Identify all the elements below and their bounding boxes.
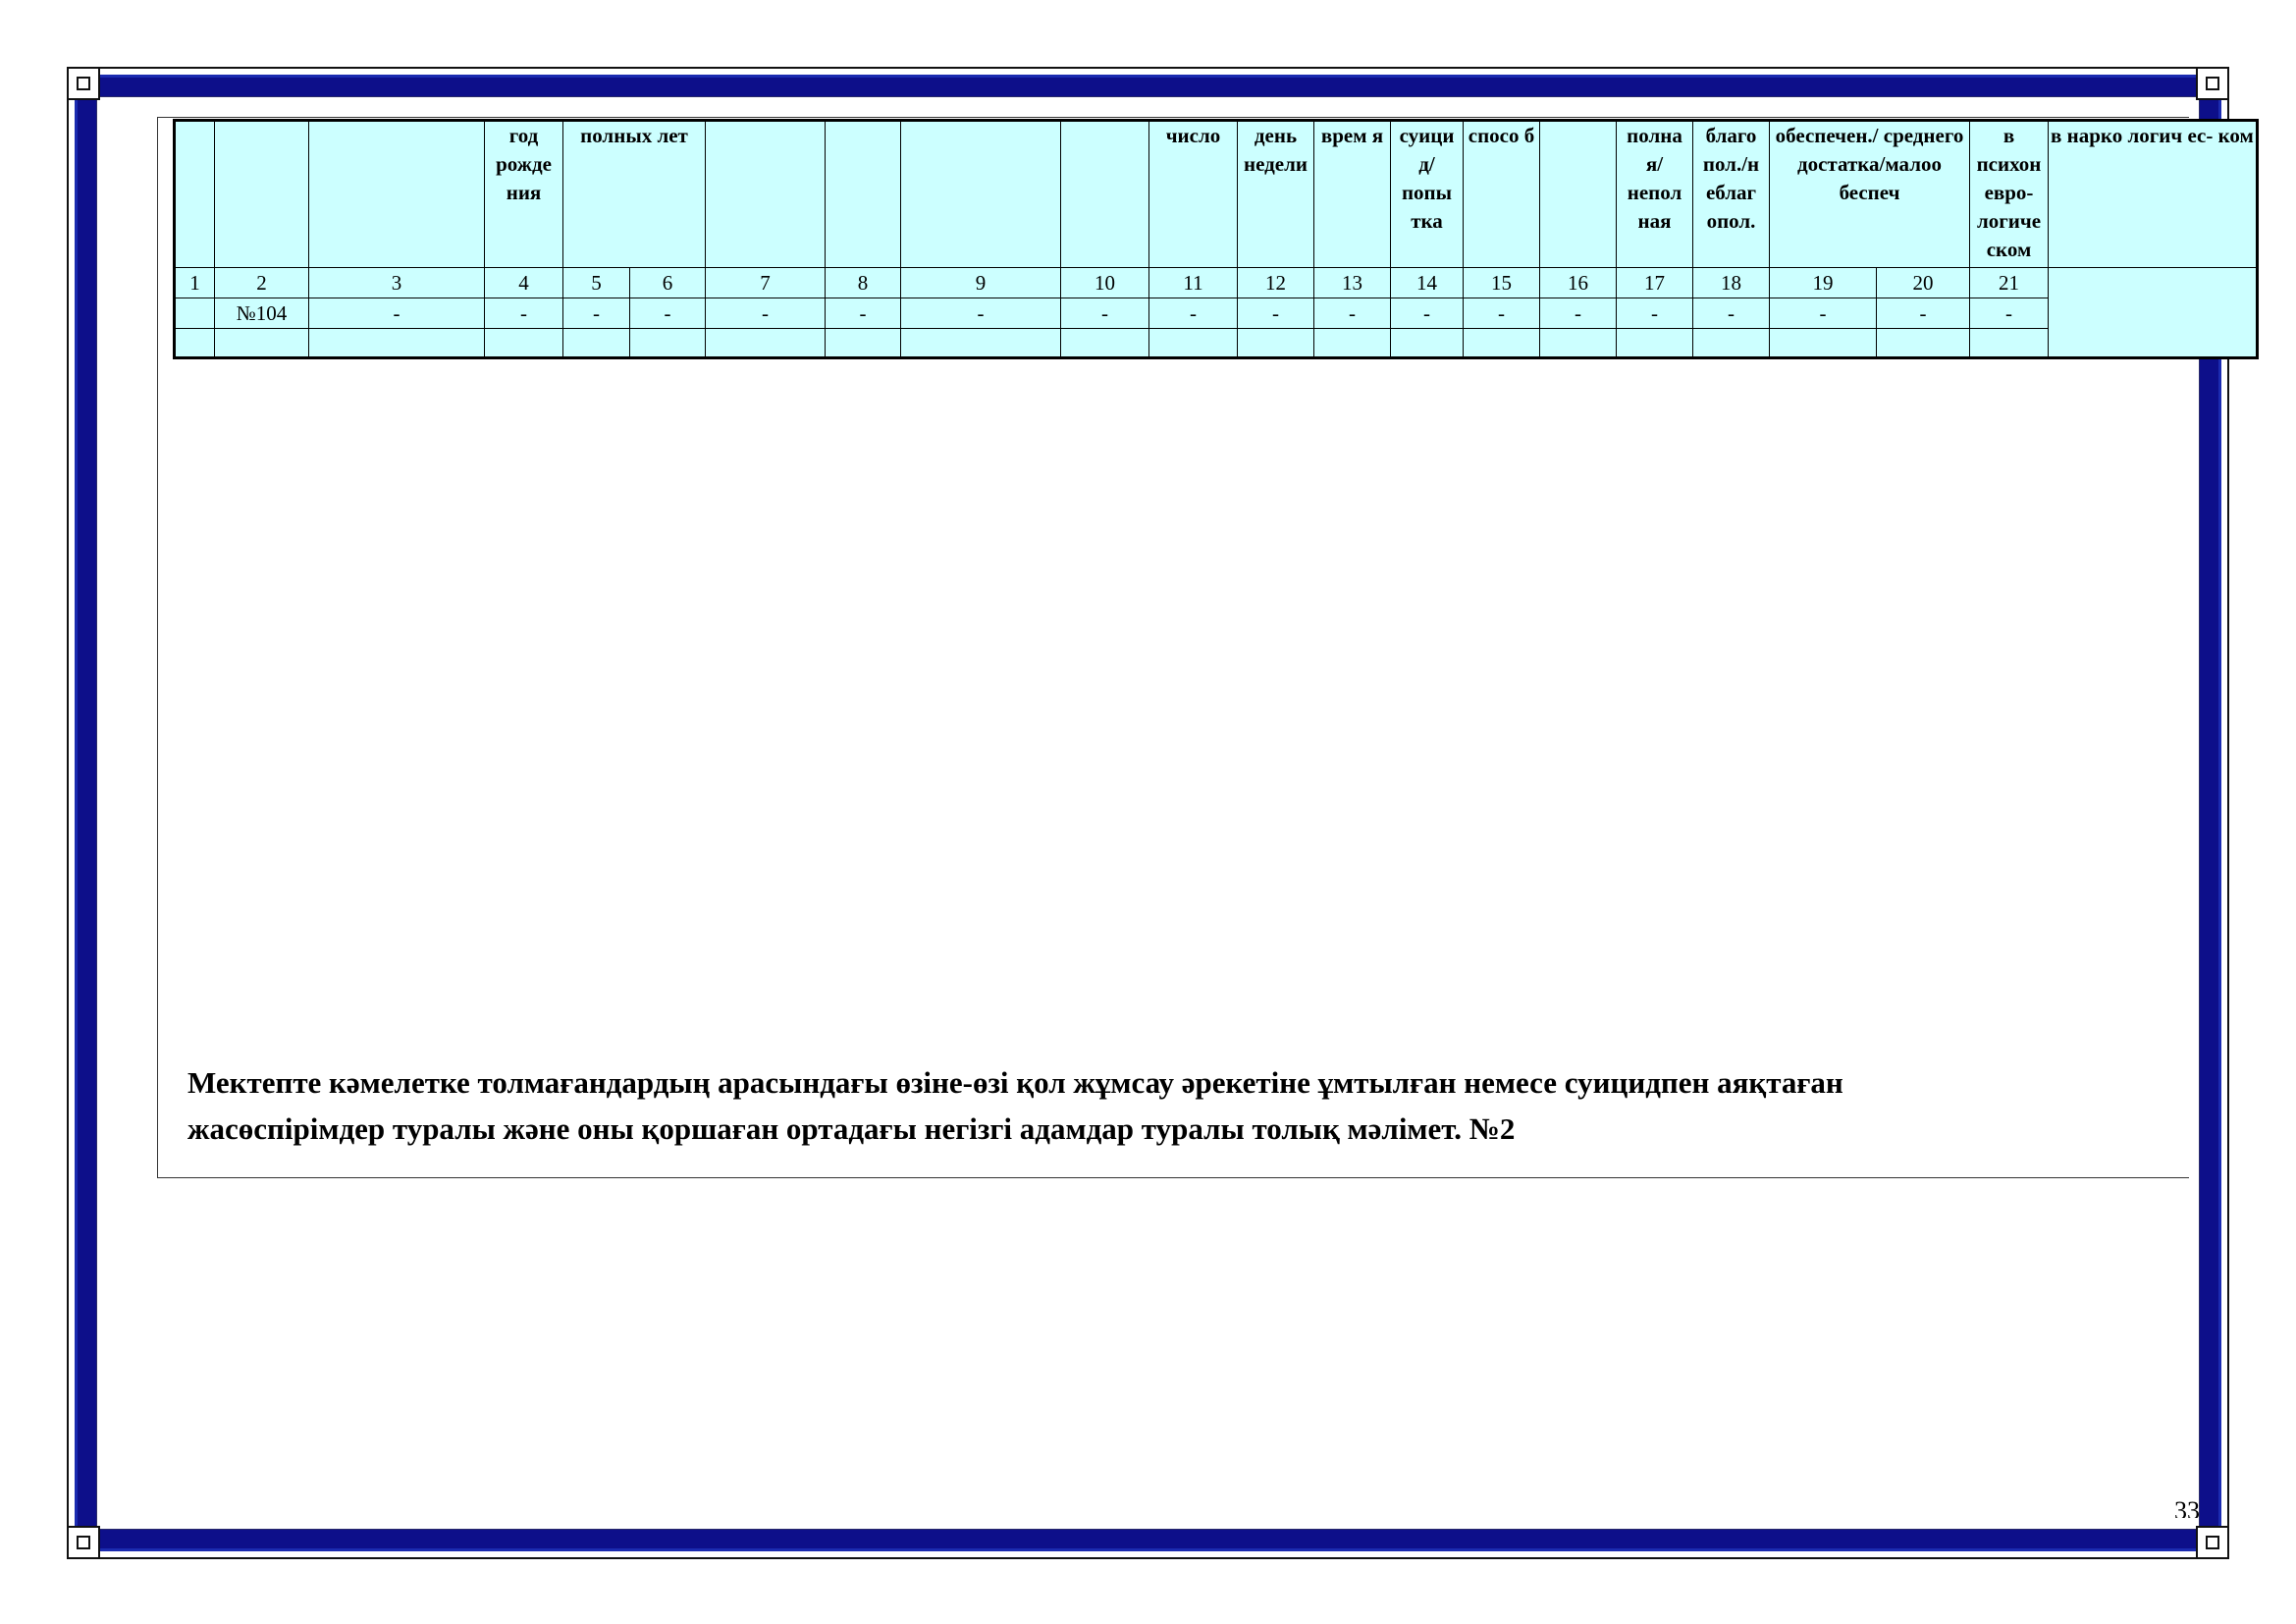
column-number-cell: 1: [175, 268, 215, 298]
column-number-cell: 10: [1061, 268, 1149, 298]
header-cell: [826, 121, 901, 268]
column-number-cell: 16: [1540, 268, 1617, 298]
header-cell: полных лет: [563, 121, 706, 268]
content-bottom-rule: [157, 1177, 2189, 1178]
corner-ornament-top-left: [67, 67, 100, 100]
column-number-cell: 20: [1877, 268, 1970, 298]
table-cell: [1693, 329, 1770, 358]
header-cell: [901, 121, 1061, 268]
table-cell: [563, 329, 630, 358]
table-caption: Мектепте кәмелетке толмағандардың арасындағы өзіне-өзі қол жұмсау әрекетіне ұмтылған немесе суицидпен аяқтаған жасөспірімдер туралы және оны қоршаған ортадағы негізгі адамдар туралы толық мәлімет. №2: [187, 1065, 1843, 1146]
column-number-cell: 14: [1391, 268, 1464, 298]
content-top-rule: [157, 117, 2189, 118]
column-number-cell: 21: [1970, 268, 2049, 298]
table-header-row: [175, 121, 2258, 268]
table-cell: [175, 329, 215, 358]
table-cell: -: [1540, 298, 1617, 329]
table-cell: -: [1149, 298, 1238, 329]
corner-ornament-top-right: [2196, 67, 2229, 100]
column-number-cell: 6: [630, 268, 706, 298]
column-number-cell: 2: [215, 268, 309, 298]
table-cell: [1770, 329, 1877, 358]
column-number-cell: 15: [1464, 268, 1540, 298]
table-cell: [1238, 329, 1314, 358]
table-cell: -: [563, 298, 630, 329]
header-cell: [1061, 121, 1149, 268]
column-number-cell: 8: [826, 268, 901, 298]
header-cell: полна я/ непол ная: [1617, 121, 1693, 268]
column-number-cell: 5: [563, 268, 630, 298]
table-cell: -: [901, 298, 1061, 329]
table-row: [175, 329, 2258, 358]
header-cell: в психон евро- логиче ском: [1970, 121, 2049, 268]
column-number-cell: 18: [1693, 268, 1770, 298]
table-cell: -: [706, 298, 826, 329]
table-cell: [1061, 329, 1149, 358]
header-cell: день недели: [1238, 121, 1314, 268]
table-cell: [215, 329, 309, 358]
page-number: 33: [2174, 1496, 2200, 1518]
table-row: [175, 298, 2258, 329]
table-cell: -: [1970, 298, 2049, 329]
table-cell: -: [1391, 298, 1464, 329]
table-cell: [309, 329, 485, 358]
table-cell: -: [1238, 298, 1314, 329]
header-cell: [175, 121, 215, 268]
column-number-cell: 12: [1238, 268, 1314, 298]
header-cell: благо пол./н еблаг опол.: [1693, 121, 1770, 268]
header-cell: [309, 121, 485, 268]
table-cell: [1314, 329, 1391, 358]
data-table: [173, 119, 2259, 359]
column-number-cell: 17: [1617, 268, 1693, 298]
table-cell: [175, 298, 215, 329]
table-cell: [485, 329, 563, 358]
header-cell: число: [1149, 121, 1238, 268]
table-cell: -: [1770, 298, 1877, 329]
corner-ornament-bottom-left: [67, 1526, 100, 1559]
column-number-row: [175, 268, 2258, 298]
column-number-cell: 19: [1770, 268, 1877, 298]
table-cell: -: [1693, 298, 1770, 329]
table-cell: -: [826, 298, 901, 329]
table-cell: -: [1464, 298, 1540, 329]
table-cell: [1970, 329, 2049, 358]
table-cell: -: [1877, 298, 1970, 329]
column-number-cell: 7: [706, 268, 826, 298]
table-cell: [1877, 329, 1970, 358]
table-cell: [826, 329, 901, 358]
table-cell: [901, 329, 1061, 358]
column-number-cell: 3: [309, 268, 485, 298]
column-number-cell: 4: [485, 268, 563, 298]
table-cell: [706, 329, 826, 358]
header-cell: спосо б: [1464, 121, 1540, 268]
column-number-cell: 9: [901, 268, 1061, 298]
column-number-cell: 13: [1314, 268, 1391, 298]
content-left-rule: [157, 117, 158, 1178]
header-cell: [1540, 121, 1617, 268]
table-cell: -: [630, 298, 706, 329]
header-cell: суици д/ попы тка: [1391, 121, 1464, 268]
table-cell: [1149, 329, 1238, 358]
table-cell: [1391, 329, 1464, 358]
table-cell: №104: [215, 298, 309, 329]
header-cell: [215, 121, 309, 268]
corner-ornament-bottom-right: [2196, 1526, 2229, 1559]
header-cell: [706, 121, 826, 268]
header-cell: в нарко логич ес- ком: [2049, 121, 2258, 268]
table-cell: [1617, 329, 1693, 358]
table-cell: -: [1314, 298, 1391, 329]
table-cell: [1464, 329, 1540, 358]
table-cell: -: [485, 298, 563, 329]
header-cell: год рожде ния: [485, 121, 563, 268]
header-cell: обеспечен./ среднего достатка/малоо беспеч: [1770, 121, 1970, 268]
table-cell: -: [1061, 298, 1149, 329]
column-number-cell: 11: [1149, 268, 1238, 298]
table-cell: -: [1617, 298, 1693, 329]
table-cell: [630, 329, 706, 358]
table-cell: -: [309, 298, 485, 329]
header-cell: врем я: [1314, 121, 1391, 268]
table-cell: [1540, 329, 1617, 358]
